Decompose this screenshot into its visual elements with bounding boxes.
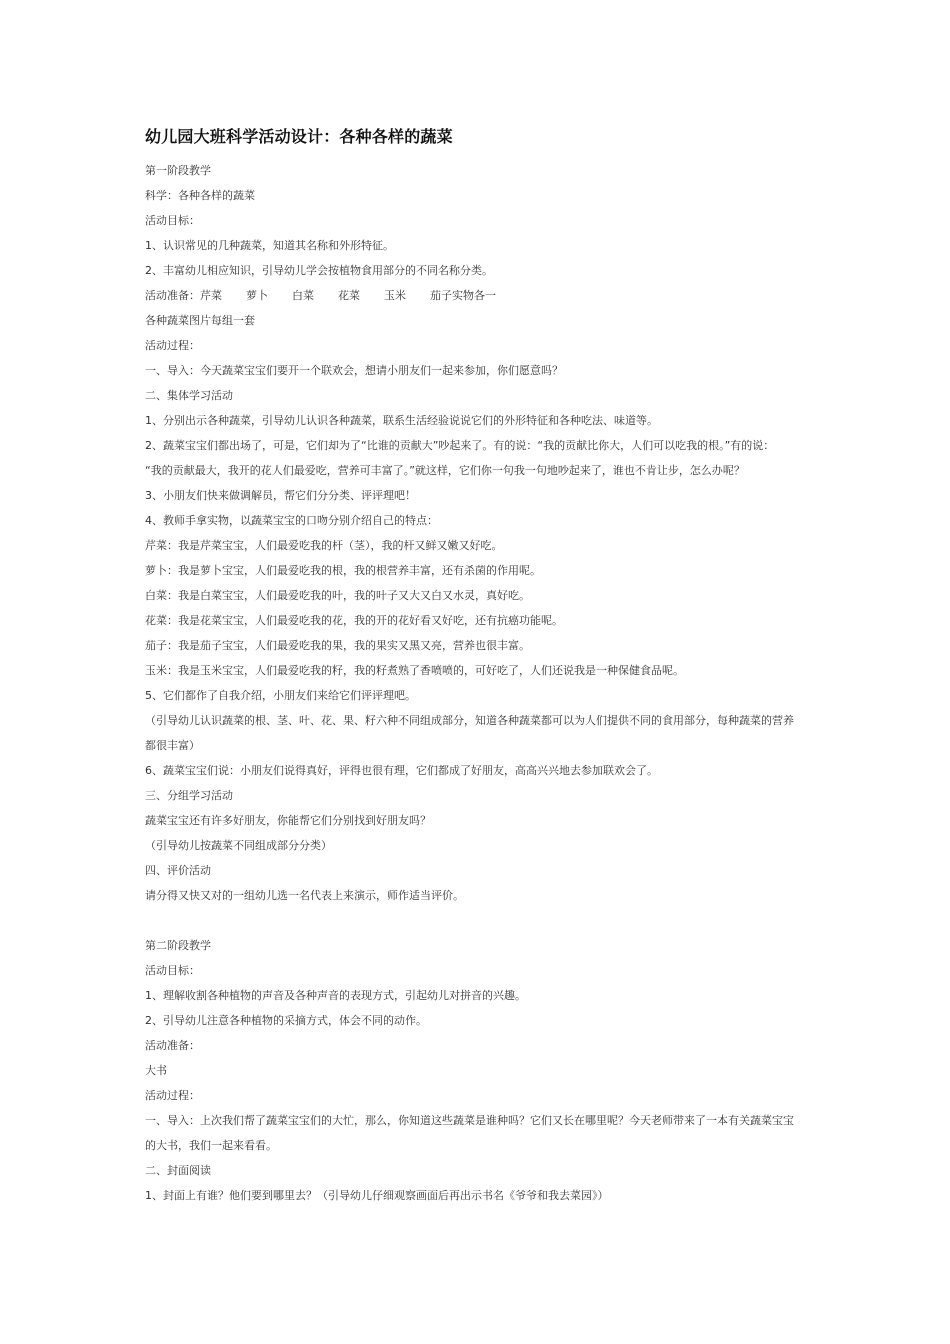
section-heading: 三、分组学习活动: [145, 789, 233, 802]
prep-item-3: 花菜: [338, 289, 360, 302]
prep-item-4: 玉米: [384, 289, 406, 302]
preparation-line: [145, 289, 820, 303]
paragraph: 都很丰富）: [145, 739, 200, 752]
vegetable-line: 萝卜：我是萝卜宝宝，人们最爱吃我的根，我的根营养丰富，还有杀菌的作用呢。: [145, 564, 541, 577]
goal-item-2: 2、丰富幼儿相应知识，引导幼儿学会按植物食用部分的不同名称分类。: [145, 264, 493, 277]
subject-line: 科学：各种各样的蔬菜: [145, 189, 255, 202]
goal-item-1: 1、理解收割各种植物的声音及各种声音的表现方式，引起幼儿对拼音的兴趣。: [145, 989, 526, 1002]
preparation-label: 活动准备：芹菜: [145, 289, 222, 302]
paragraph: 2、蔬菜宝宝们都出场了，可是，它们却为了“比谁的贡献大”吵起来了。有的说：“我的贡献比你大，人们可以吃我的根。”有的说：: [145, 439, 775, 452]
paragraph: 4、教师手拿实物，以蔬菜宝宝的口吻分别介绍自己的特点：: [145, 514, 438, 527]
paragraph: 1、分别出示各种蔬菜，引导幼儿认识各种蔬菜，联系生活经验说说它们的外形特征和各种吃法、味道等。: [145, 414, 658, 427]
process-label: 活动过程：: [145, 339, 200, 352]
section-heading: 二、封面阅读: [145, 1164, 211, 1177]
paragraph: 6、蔬菜宝宝们说：小朋友们说得真好，评得也很有理，它们都成了好朋友，高高兴兴地去参加联欢会了。: [145, 764, 658, 777]
paragraph: 3、小朋友们快来做调解员，帮它们分分类、评评理吧！: [145, 489, 416, 502]
paragraph: 一、导入：上次我们帮了蔬菜宝宝们的大忙，那么，你知道这些蔬菜是谁种吗？它们又长在哪里呢？今天老师带来了一本有关蔬菜宝宝: [145, 1114, 794, 1127]
goal-label: 活动目标：: [145, 964, 200, 977]
stage-2-heading: 第二阶段教学: [145, 939, 211, 952]
preparation-line-2: 各种蔬菜图片每组一套: [145, 314, 255, 327]
preparation-label: 活动准备：: [145, 1039, 200, 1052]
goal-label: 活动目标：: [145, 214, 200, 227]
paragraph: “我的贡献最大，我开的花人们最爱吃，营养可丰富了。”就这样，它们你一句我一句地吵起来了，谁也不肯让步，怎么办呢？: [145, 464, 745, 477]
vegetable-line: 芹菜：我是芹菜宝宝，人们最爱吃我的杆（茎），我的杆又鲜又嫩又好吃。: [145, 539, 503, 552]
section-gap: [145, 914, 820, 939]
document-body: [145, 164, 820, 1214]
prep-item-1: 萝卜: [246, 289, 268, 302]
paragraph: 的大书，我们一起来看看。: [145, 1139, 277, 1152]
paragraph: 一、导入：今天蔬菜宝宝们要开一个联欢会，想请小朋友们一起来参加，你们愿意吗？: [145, 364, 563, 377]
paragraph: 1、封面上有谁？他们要到哪里去？（引导幼儿仔细观察画面后再出示书名《爷爷和我去菜园》）: [145, 1189, 609, 1202]
preparation-line: 大书: [145, 1064, 167, 1077]
prep-item-2: 白菜: [292, 289, 314, 302]
section-heading: 四、评价活动: [145, 864, 211, 877]
prep-item-5: 茄子实物各一: [430, 289, 496, 302]
section-heading: 二、集体学习活动: [145, 389, 233, 402]
document-title: 幼儿园大班科学活动设计：各种各样的蔬菜: [145, 127, 453, 146]
vegetable-line: 茄子：我是茄子宝宝，人们最爱吃我的果，我的果实又黑又亮，营养也很丰富。: [145, 639, 530, 652]
goal-item-1: 1、认识常见的几种蔬菜，知道其名称和外形特征。: [145, 239, 394, 252]
paragraph: 请分得又快又对的一组幼儿选一名代表上来演示，师作适当评价。: [145, 889, 464, 902]
vegetable-line: 白菜：我是白菜宝宝，人们最爱吃我的叶，我的叶子又大又白又水灵，真好吃。: [145, 589, 530, 602]
stage-1-heading: 第一阶段教学: [145, 164, 211, 177]
paragraph: （引导幼儿认识蔬菜的根、茎、叶、花、果、籽六种不同组成部分，知道各种蔬菜都可以为人们提供不同的食用部分，每种蔬菜的营养: [145, 714, 794, 727]
vegetable-line: 花菜：我是花菜宝宝，人们最爱吃我的花，我的开的花好看又好吃，还有抗癌功能呢。: [145, 614, 563, 627]
vegetable-line: 玉米：我是玉米宝宝，人们最爱吃我的籽，我的籽煮熟了香喷喷的，可好吃了，人们还说我是一种保健食品呢。: [145, 664, 684, 677]
paragraph: 5、它们都作了自我介绍，小朋友们来给它们评评理吧。: [145, 689, 416, 702]
process-label: 活动过程：: [145, 1089, 200, 1102]
goal-item-2: 2、引导幼儿注意各种植物的采摘方式，体会不同的动作。: [145, 1014, 427, 1027]
paragraph: （引导幼儿按蔬菜不同组成部分分类）: [145, 839, 332, 852]
paragraph: 蔬菜宝宝还有许多好朋友，你能帮它们分别找到好朋友吗？: [145, 814, 431, 827]
